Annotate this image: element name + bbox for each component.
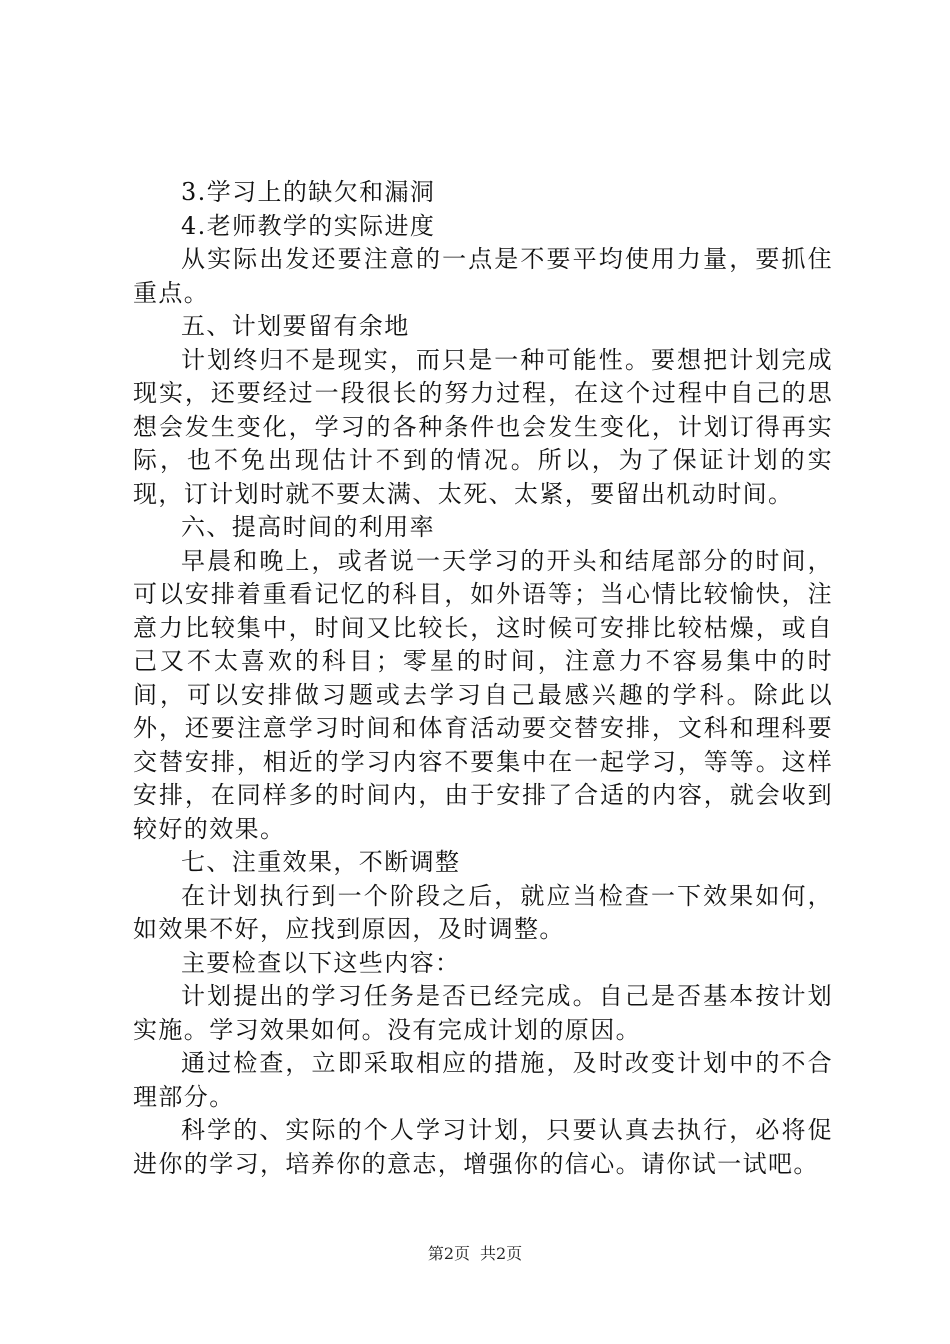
document-body: [133, 176, 833, 1181]
body-paragraph: 早晨和晚上，或者说一天学习的开头和结尾部分的时间，可以安排着重看记忆的科目，如外语等；当心情比较愉快，注意力比较集中，时间又比较长，这时候可安排比较枯燥，或自己又不太喜欢的科目；零星的时间，注意力不容易集中的时间，可以安排做习题或去学习自己最感兴趣的学科。除此以外，还要注意学习时间和体育活动要交替安排，文科和理科要交替安排，相近的学习内容不要集中在一起学习，等等。这样安排，在同样多的时间内，由于安排了合适的内容，就会收到较好的效果。: [133, 546, 833, 843]
body-paragraph: 从实际出发还要注意的一点是不要平均使用力量，要抓住重点。: [133, 245, 833, 307]
body-paragraph: 在计划执行到一个阶段之后，就应当检查一下效果如何，如效果不好，应找到原因，及时调整。: [133, 881, 833, 943]
section-heading-6: 六、提高时间的利用率: [181, 513, 435, 541]
body-paragraph: 计划终归不是现实，而只是一种可能性。要想把计划完成现实，还要经过一段很长的努力过程，在这个过程中自己的思想会发生变化，学习的各种条件也会发生变化，计划订得再实际，也不免出现估计不到的情况。所以，为了保证计划的实现，订计划时就不要太满、太死、太紧，要留出机动时间。: [133, 345, 833, 508]
body-paragraph: 计划提出的学习任务是否已经完成。自己是否基本按计划实施。学习效果如何。没有完成计划的原因。: [133, 982, 833, 1044]
body-paragraph: 通过检查，立即采取相应的措施，及时改变计划中的不合理部分。: [133, 1049, 833, 1111]
body-paragraph: 主要检查以下这些内容：: [181, 948, 461, 977]
page-footer: [0, 1243, 950, 1265]
page-total: 共2页: [480, 1244, 523, 1263]
section-heading-7: 七、注重效果，不断调整: [181, 848, 461, 876]
list-item-4: 4.老师教学的实际进度: [181, 211, 436, 240]
page-number: 第2页: [427, 1244, 470, 1263]
closing-paragraph: 科学的、实际的个人学习计划，只要认真去执行，必将促进你的学习，培养你的意志，增强你的信心。请你试一试吧。: [133, 1116, 833, 1178]
section-heading-5: 五、计划要留有余地: [181, 312, 410, 340]
list-item-3: 3.学习上的缺欠和漏洞: [181, 178, 436, 206]
